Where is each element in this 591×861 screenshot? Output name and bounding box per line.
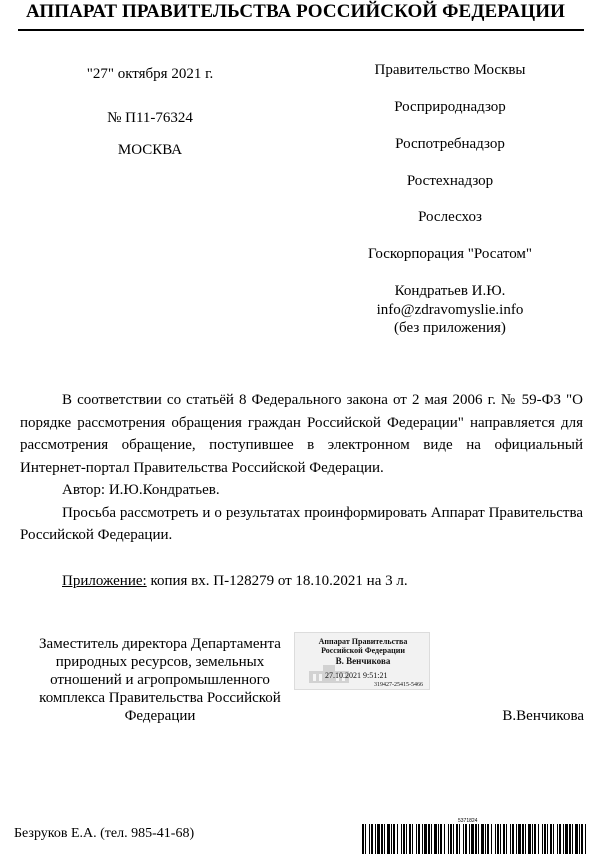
- executor-contact: Безруков Е.А. (тел. 985-41-68): [14, 826, 195, 841]
- barcode-bar: [575, 824, 578, 854]
- barcode-bar: [422, 824, 423, 854]
- barcode-bar: [450, 824, 452, 854]
- barcode-bar: [491, 824, 492, 854]
- barcode-bar: [528, 824, 531, 854]
- recipient-item: Рослесхоз: [418, 209, 482, 225]
- barcode-bar: [397, 824, 398, 854]
- barcode-bar: [362, 824, 364, 854]
- barcode-bar: [522, 824, 524, 854]
- recipient-item: Госкорпорация "Росатом": [367, 246, 533, 262]
- barcode-bar: [375, 824, 376, 854]
- barcode-bar: [563, 824, 564, 854]
- barcode-bar: [365, 824, 366, 854]
- barcode-bar: [518, 824, 521, 854]
- body-paragraph: В соответствии со статьёй 8 Федерального закона от 2 мая 2006 г. № 59-ФЗ "О порядке рассмотрения обращения граждан Российской Федерации" направляется для рассмотрения обращение, поступившее в электронном виде на официальный Интернет-портал Правительства Российской Федерации.: [20, 392, 583, 476]
- recipient-item: (без приложения): [394, 320, 506, 336]
- barcode-bar: [465, 824, 467, 854]
- document-city: МОСКВА: [117, 142, 183, 158]
- attachment-line: [62, 573, 408, 590]
- barcode-bar: [572, 824, 573, 854]
- barcode-bar: [434, 824, 437, 854]
- document-number: № П11-76324: [107, 110, 193, 126]
- barcode-bar: [485, 824, 486, 854]
- barcode-bar: [456, 824, 458, 854]
- stamp-org-line: Аппарат Правительства: [318, 637, 408, 646]
- barcode-bar: [459, 824, 460, 854]
- barcode-icon: [362, 824, 588, 854]
- barcode-bar: [495, 824, 496, 854]
- barcode-bar: [569, 824, 571, 854]
- barcode-bar: [387, 824, 390, 854]
- barcode-bar: [475, 824, 477, 854]
- body-paragraph: Просьба рассмотреть и о результатах проинформировать Аппарат Правительства Российской Федерации.: [20, 504, 583, 543]
- stamp-certificate-id: 319427-25415-5466: [374, 682, 423, 688]
- barcode-bar: [409, 824, 411, 854]
- barcode-bar: [510, 824, 511, 854]
- barcode-bar: [497, 824, 499, 854]
- barcode-bar: [542, 824, 543, 854]
- barcode-bar: [532, 824, 533, 854]
- barcode-bar: [579, 824, 580, 854]
- barcode-bar: [444, 824, 445, 854]
- barcode-bar: [438, 824, 439, 854]
- barcode-bar: [418, 824, 420, 854]
- barcode-bar: [463, 824, 464, 854]
- body-paragraph: Автор: И.Ю.Кондратьев.: [62, 482, 220, 498]
- barcode-bar: [371, 824, 373, 854]
- stamp-signer-name: В. Венчикова: [335, 656, 391, 666]
- barcode-bar: [525, 824, 526, 854]
- signer-name: В.Венчикова: [502, 708, 584, 724]
- header-rule: [18, 29, 584, 31]
- barcode-bar: [553, 824, 554, 854]
- barcode-bar: [565, 824, 568, 854]
- barcode-bar: [381, 824, 383, 854]
- barcode-bar: [416, 824, 417, 854]
- barcode-bar: [369, 824, 370, 854]
- barcode-bar: [516, 824, 517, 854]
- barcode-number: 5371824: [458, 818, 478, 824]
- barcode-bar: [453, 824, 454, 854]
- barcode-bar: [481, 824, 484, 854]
- signer-position: Заместитель директора Департамента природных ресурсов, земельных отношений и агропромышленного комплекса Правительства Российской Федерации: [39, 636, 281, 724]
- barcode-bar: [377, 824, 380, 854]
- stamp-datetime: 27.10.2021 9:51:21: [325, 671, 388, 680]
- barcode-bar: [428, 824, 430, 854]
- document-date: "27" октября 2021 г.: [86, 66, 214, 82]
- barcode-bar: [431, 824, 432, 854]
- barcode-bar: [581, 824, 583, 854]
- barcode-bar: [448, 824, 449, 854]
- barcode-bar: [412, 824, 413, 854]
- barcode-bar: [547, 824, 548, 854]
- recipient-email[interactable]: info@zdravomyslie.info: [376, 302, 524, 318]
- barcode-bar: [469, 824, 470, 854]
- e-signature-stamp: [294, 632, 430, 690]
- barcode-bar: [384, 824, 385, 854]
- attachment-text: копия вх. П-128279 от 18.10.2021 на 3 л.: [146, 573, 408, 589]
- barcode-bar: [403, 824, 405, 854]
- page-title: АППАРАТ ПРАВИТЕЛЬСТВА РОССИЙСКОЙ ФЕДЕРАЦИИ: [26, 1, 565, 22]
- barcode-bar: [544, 824, 546, 854]
- recipient-item: Ростехнадзор: [406, 173, 494, 189]
- barcode-bar: [538, 824, 539, 854]
- barcode-bar: [506, 824, 507, 854]
- barcode-bar: [478, 824, 479, 854]
- barcode-bar: [391, 824, 392, 854]
- recipient-item: Росприроднадзор: [394, 99, 506, 115]
- letter-body: [20, 389, 583, 547]
- barcode-bar: [550, 824, 552, 854]
- barcode-bar: [393, 824, 395, 854]
- recipient-item: Правительство Москвы: [374, 62, 526, 78]
- barcode-bar: [406, 824, 407, 854]
- barcode-bar: [559, 824, 561, 854]
- barcode-bar: [487, 824, 489, 854]
- barcode-bar: [440, 824, 442, 854]
- barcode-bar: [500, 824, 501, 854]
- attachment-label: Приложение:: [62, 573, 147, 589]
- barcode-bar: [471, 824, 474, 854]
- stamp-org-line: Российской Федерации: [321, 646, 405, 655]
- barcode-bar: [424, 824, 427, 854]
- recipient-item: Кондратьев И.Ю.: [394, 283, 506, 299]
- recipient-item: Роспотребнадзор: [395, 136, 505, 152]
- barcode-bar: [534, 824, 536, 854]
- barcode-bar: [512, 824, 514, 854]
- barcode-bar: [557, 824, 558, 854]
- barcode-bar: [401, 824, 402, 854]
- barcode-bar: [503, 824, 505, 854]
- barcode-bar: [585, 824, 586, 854]
